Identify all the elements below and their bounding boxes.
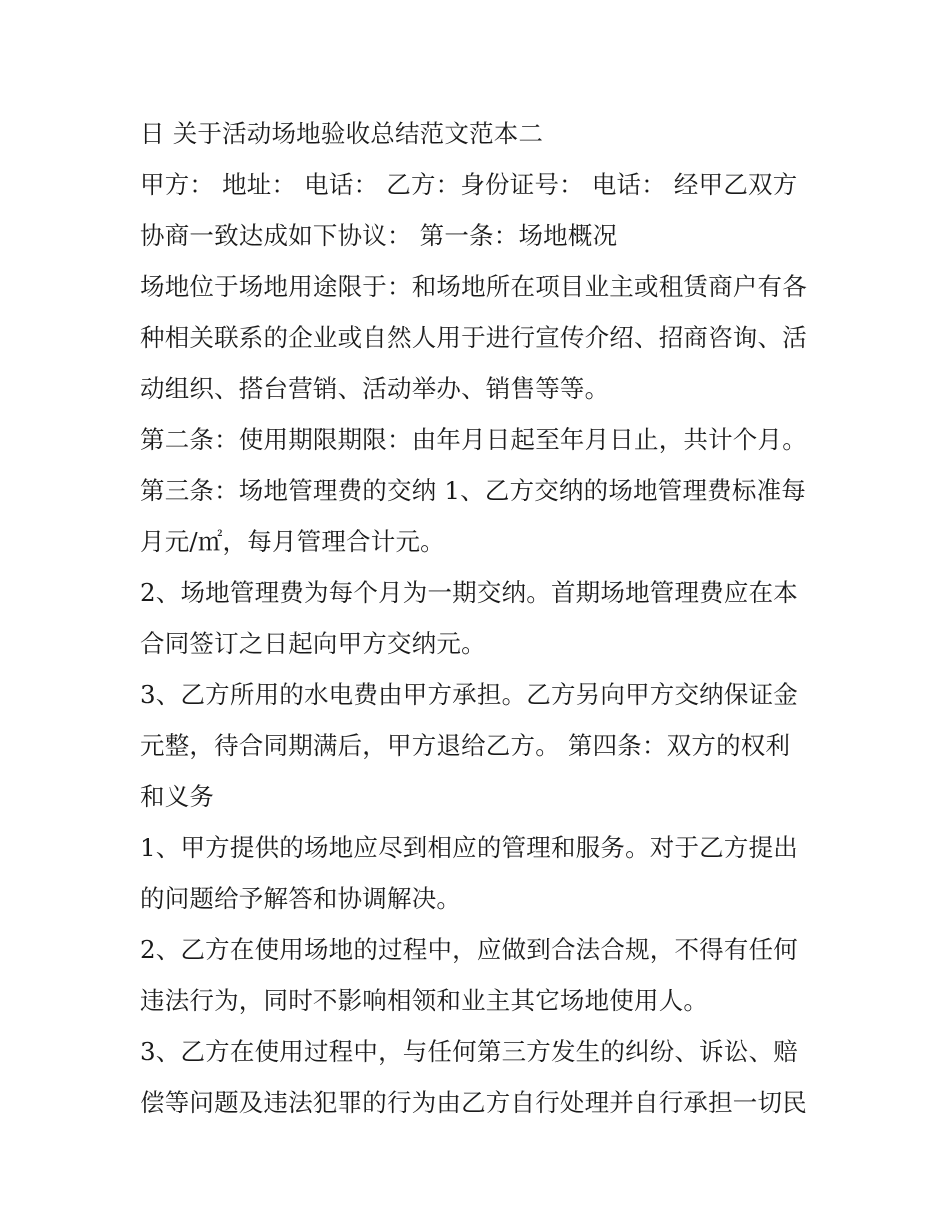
text-line: 月元/㎡，每月管理合计元。 — [140, 527, 445, 556]
text-line: 偿等问题及违法犯罪的行为由乙方自行处理并自行承担一切民 — [140, 1088, 807, 1117]
text-line: 合同签订之日起向甲方交纳元。 — [140, 629, 486, 658]
text-line: 3、乙方在使用过程中，与任何第三方发生的纠纷、诉讼、赔 — [140, 1037, 798, 1066]
text-line: 种相关联系的企业或自然人用于进行宣传介绍、招商咨询、活 — [140, 323, 807, 352]
text-line: 1、甲方提供的场地应尽到相应的管理和服务。对于乙方提出 — [140, 833, 798, 862]
text-line: 违法行为，同时不影响相领和业主其它场地使用人。 — [140, 986, 709, 1015]
text-line: 和义务 — [140, 782, 215, 811]
text-line: 第三条：场地管理费的交纳 1、乙方交纳的场地管理费标准每 — [140, 476, 806, 505]
text-line: 第二条：使用期限期限：由年月日起至年月日止，共计个月。 — [140, 425, 807, 454]
text-line: 2、场地管理费为每个月为一期交纳。首期场地管理费应在本 — [140, 578, 798, 607]
text-line: 场地位于场地用途限于：和场地所在项目业主或租赁商户有各 — [140, 272, 807, 301]
document-body — [140, 108, 830, 1128]
document-title: 日 关于活动场地验收总结范文范本二 — [140, 119, 544, 148]
text-line: 3、乙方所用的水电费由甲方承担。乙方另向甲方交纳保证金 — [140, 680, 798, 709]
text-line: 协商一致达成如下协议： 第一条：场地概况 — [140, 221, 618, 250]
text-line: 的问题给予解答和协调解决。 — [140, 884, 462, 913]
text-line: 2、乙方在使用场地的过程中，应做到合法合规，不得有任何 — [140, 935, 798, 964]
text-line: 元整，待合同期满后，甲方退给乙方。 第四条：双方的权利 — [140, 731, 791, 760]
text-line: 甲方： 地址： 电话： 乙方：身份证号： 电话： 经甲乙双方 — [140, 170, 798, 199]
text-line: 动组织、搭台营销、活动举办、销售等等。 — [140, 374, 610, 403]
